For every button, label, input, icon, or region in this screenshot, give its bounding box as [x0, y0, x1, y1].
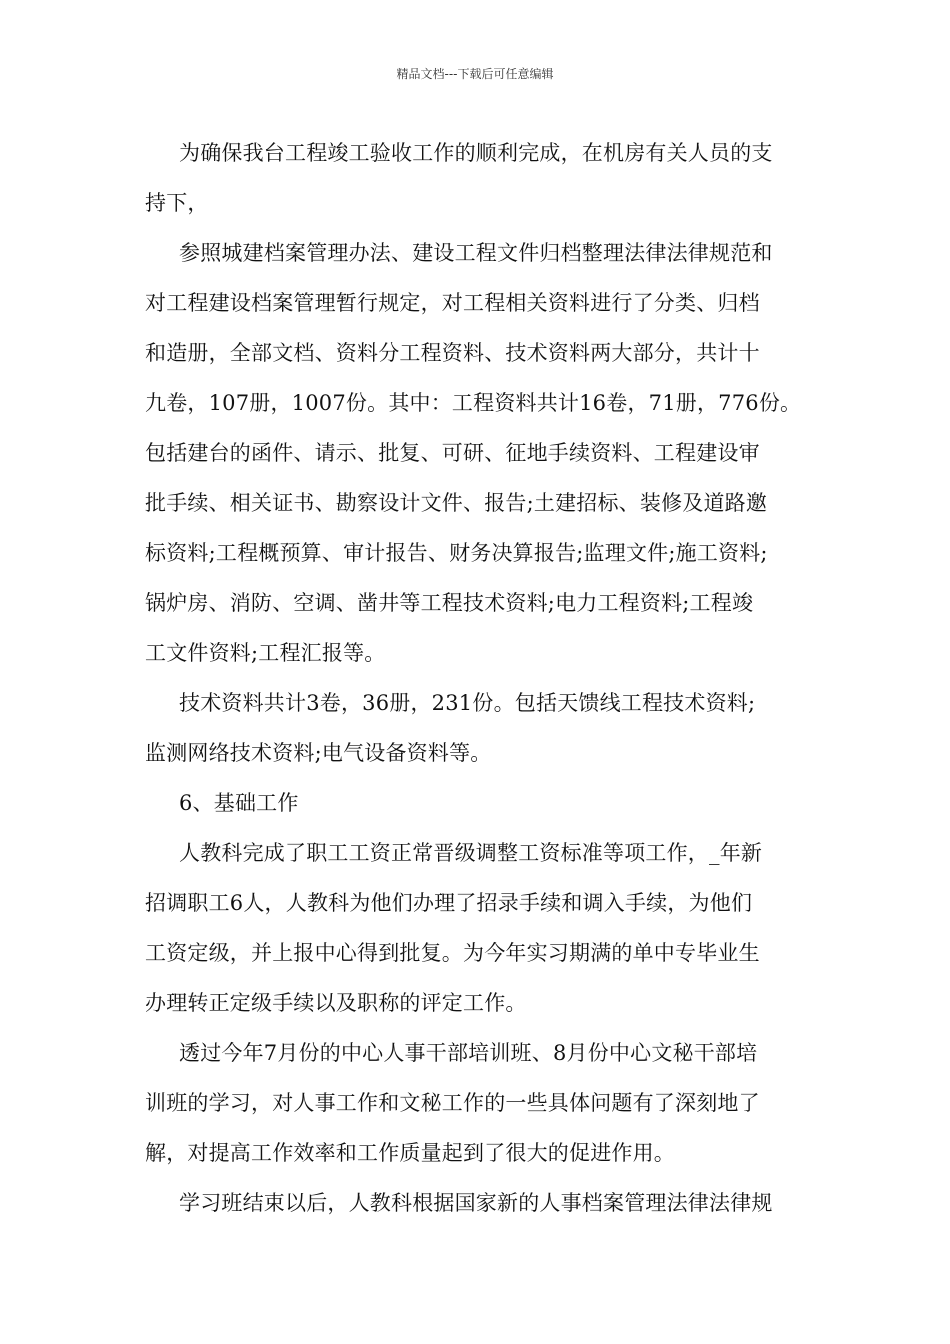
text-line: 锅炉房、消防、空调、凿井等工程技术资料;电力工程资料;工程竣 [145, 591, 754, 615]
text-line: 和造册，全部文档、资料分工程资料、技术资料两大部分，共计十 [145, 341, 760, 365]
text-line: 为确保我台工程竣工验收工作的顺利完成，在机房有关人员的支 [179, 141, 773, 165]
text-line: 人教科完成了职工工资正常晋级调整工资标准等项工作，_年新 [179, 841, 763, 865]
text-line: 工资定级，并上报中心得到批复。为今年实习期满的单中专毕业生 [145, 941, 760, 965]
section-heading: 6、基础工作 [179, 791, 299, 815]
text-line: 九卷，107册，1007份。其中：工程资料共计16卷，71册，776份。 [145, 391, 802, 415]
text-line: 训班的学习，对人事工作和文秘工作的一些具体问题有了深刻地了 [145, 1091, 760, 1115]
page-header: 精品文档---下载后可任意编辑 [396, 67, 554, 81]
document-body [145, 128, 825, 1228]
text-line: 包括建台的函件、请示、批复、可研、征地手续资料、工程建设审 [145, 441, 760, 465]
text-line: 监测网络技术资料;电气设备资料等。 [145, 741, 492, 765]
text-line: 技术资料共计3卷，36册，231份。包括天馈线工程技术资料; [179, 691, 756, 715]
text-line: 参照城建档案管理办法、建设工程文件归档整理法律法律规范和 [179, 241, 773, 265]
text-line: 解，对提高工作效率和工作质量起到了很大的促进作用。 [145, 1141, 675, 1165]
text-line: 批手续、相关证书、勘察设计文件、报告;土建招标、装修及道路邀 [145, 491, 768, 515]
text-line: 学习班结束以后，人教科根据国家新的人事档案管理法律法律规 [179, 1191, 773, 1215]
text-line: 持下， [145, 191, 209, 215]
text-line: 招调职工6人，人教科为他们办理了招录手续和调入手续，为他们 [145, 891, 753, 915]
text-line: 办理转正定级手续以及职称的评定工作。 [145, 991, 527, 1015]
text-line: 标资料;工程概预算、审计报告、财务决算报告;监理文件;施工资料; [145, 541, 768, 565]
text-line: 对工程建设档案管理暂行规定，对工程相关资料进行了分类、归档 [145, 291, 760, 315]
text-line: 透过今年7月份的中心人事干部培训班、8月份中心文秘干部培 [179, 1041, 758, 1065]
text-line: 工文件资料;工程汇报等。 [145, 641, 386, 665]
